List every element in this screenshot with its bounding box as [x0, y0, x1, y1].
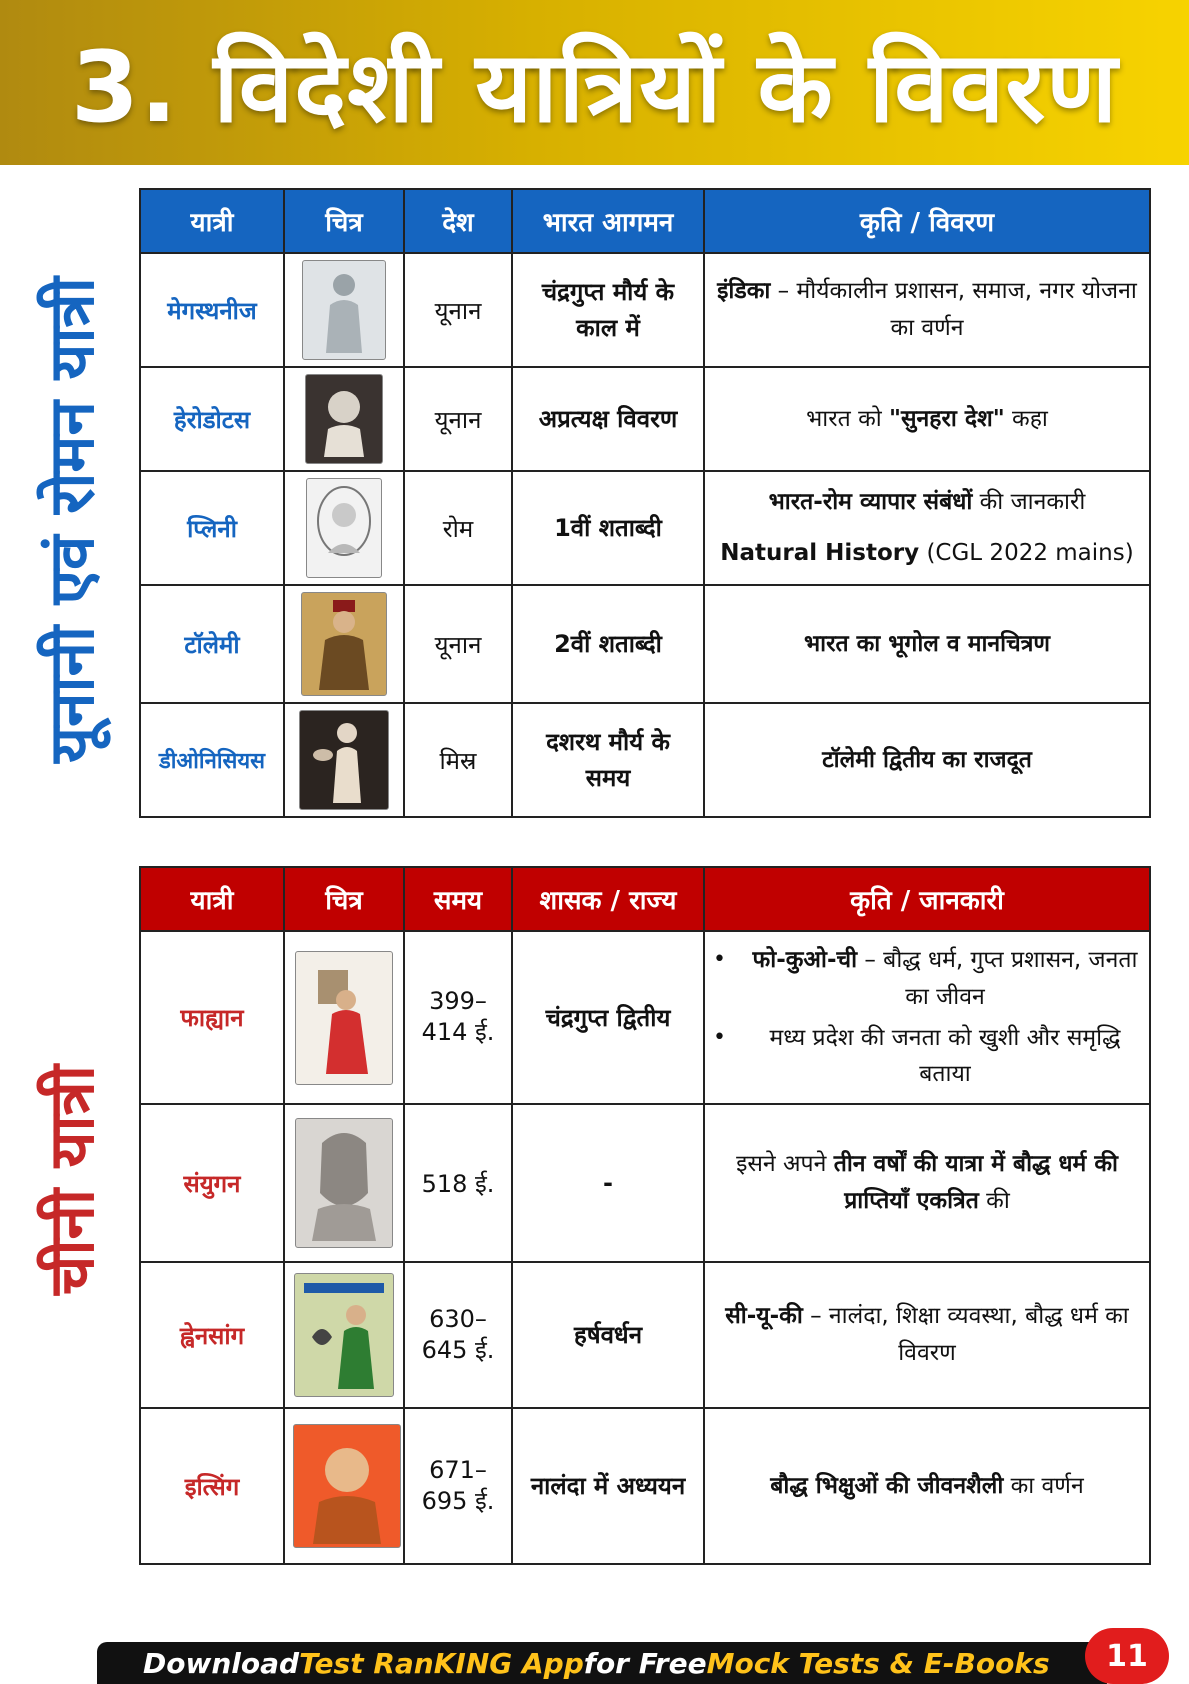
- engraving-portrait-image: [306, 478, 382, 578]
- work-detail: – नालंदा, शिक्षा व्यवस्था, बौद्ध धर्म का विवरण: [802, 1303, 1129, 1367]
- desc-prefix: इसने अपने: [736, 1151, 834, 1178]
- description-bullets: [713, 942, 1141, 1093]
- desc-highlight: "सुनहरा देश": [889, 405, 1005, 432]
- header-work: कृति / विवरण: [704, 189, 1150, 253]
- header-ruler: शासक / राज्य: [512, 867, 704, 931]
- page-number-badge: 11: [1085, 1628, 1169, 1684]
- arrival: 2वीं शताब्दी: [512, 585, 704, 703]
- chinese-side-label-text: चीनी यात्री: [35, 1065, 108, 1295]
- work-title: फो-कुओ-ची: [752, 947, 858, 973]
- page-title: 3. विदेशी यात्रियों के विवरण: [70, 30, 1119, 145]
- country: मिस्र: [404, 703, 512, 817]
- desc-line-1: [713, 484, 1141, 521]
- description: [704, 471, 1150, 585]
- traveller-name: डीओनिसियस: [140, 703, 284, 817]
- picture-cell: [284, 1408, 404, 1564]
- description: [704, 703, 1150, 817]
- table-row: [140, 367, 1150, 471]
- description: [704, 1104, 1150, 1262]
- table-row: [140, 471, 1150, 585]
- book-title: Natural History: [720, 540, 920, 566]
- table-row: [140, 1104, 1150, 1262]
- title-banner: [0, 0, 1189, 165]
- table-header-row: [140, 867, 1150, 931]
- table-row: [140, 931, 1150, 1104]
- ruler: हर्षवर्धन: [512, 1262, 704, 1408]
- header-country: देश: [404, 189, 512, 253]
- desc-highlight: भारत-रोम व्यापार संबंधों: [768, 489, 973, 516]
- desc-prefix: भारत को: [806, 405, 889, 432]
- work-title: सी-यू-की: [725, 1303, 803, 1330]
- header-arrival: भारत आगमन: [512, 189, 704, 253]
- greek-roman-side-label-text: यूनानी एवं रोमन यात्री: [35, 277, 108, 763]
- table-row: [140, 253, 1150, 367]
- work-title: इंडिका: [717, 278, 771, 305]
- greek-roman-travellers-table: [139, 188, 1151, 818]
- time-period: 630–645 ई.: [404, 1262, 512, 1408]
- picture-cell: [284, 1104, 404, 1262]
- traveller-name: प्लिनी: [140, 471, 284, 585]
- header-traveller: यात्री: [140, 189, 284, 253]
- desc-suffix: की: [978, 1188, 1010, 1215]
- footer-offer: Mock Tests & E-Books: [706, 1646, 1050, 1680]
- traveller-name: मेगस्थनीज: [140, 253, 284, 367]
- time-period: 671–695 ई.: [404, 1408, 512, 1564]
- arrival: 1वीं शताब्दी: [512, 471, 704, 585]
- footer-app-name: Test RanKING App: [299, 1646, 584, 1680]
- footer-text-2: for Free: [583, 1646, 707, 1680]
- header-picture: चित्र: [284, 189, 404, 253]
- arrival: दशरथ मौर्य के समय: [512, 703, 704, 817]
- sculpture-portrait-image: [299, 710, 389, 810]
- header-time: समय: [404, 867, 512, 931]
- ruler: नालंदा में अध्ययन: [512, 1408, 704, 1564]
- traveller-name: फाह्यान: [140, 931, 284, 1104]
- painting-portrait-image: [301, 592, 387, 696]
- desc-highlight: भारत का भूगोल व मानचित्रण: [803, 630, 1051, 657]
- desc-suffix: का वर्णन: [1003, 1472, 1084, 1499]
- picture-cell: [284, 471, 404, 585]
- description: [704, 931, 1150, 1104]
- picture-cell: [284, 703, 404, 817]
- illustrated-portrait-image: [295, 951, 393, 1085]
- work-detail: – मौर्यकालीन प्रशासन, समाज, नगर योजना का वर्णन: [770, 278, 1137, 341]
- time-period: 518 ई.: [404, 1104, 512, 1262]
- picture-cell: [284, 367, 404, 471]
- header-work: कृति / जानकारी: [704, 867, 1150, 931]
- traveller-name: संयुगन: [140, 1104, 284, 1262]
- header-traveller: यात्री: [140, 867, 284, 931]
- traveller-name: टॉलेमी: [140, 585, 284, 703]
- desc-highlight: बौद्ध भिक्षुओं की जीवनशैली: [770, 1472, 1004, 1499]
- desc-suffix: कहा: [1004, 405, 1048, 432]
- bullet-item: • मध्य प्रदेश की जनता को खुशी और समृद्धि बताया: [713, 1020, 1141, 1094]
- statue-portrait-image: [302, 260, 386, 360]
- description: [704, 1262, 1150, 1408]
- country: रोम: [404, 471, 512, 585]
- desc-suffix: की जानकारी: [972, 489, 1086, 516]
- footer-banner: [97, 1642, 1107, 1684]
- country: यूनान: [404, 253, 512, 367]
- bullet-item: [713, 942, 1141, 1016]
- country: यूनान: [404, 367, 512, 471]
- desc-line-2: [713, 535, 1141, 572]
- picture-cell: [284, 931, 404, 1104]
- table-row: [140, 1408, 1150, 1564]
- table-row: [140, 1262, 1150, 1408]
- arrival: चंद्रगुप्त मौर्य के काल में: [512, 253, 704, 367]
- sculpture-portrait-image: [295, 1118, 393, 1248]
- chinese-travellers-table: [139, 866, 1151, 1565]
- painted-portrait-image: [293, 1424, 401, 1548]
- header-picture: चित्र: [284, 867, 404, 931]
- table-header-row: [140, 189, 1150, 253]
- description: [704, 1408, 1150, 1564]
- description: [704, 253, 1150, 367]
- time-period: 399–414 ई.: [404, 931, 512, 1104]
- picture-cell: [284, 1262, 404, 1408]
- table-row: [140, 585, 1150, 703]
- arrival: अप्रत्यक्ष विवरण: [512, 367, 704, 471]
- traveller-name: इत्सिंग: [140, 1408, 284, 1564]
- description: [704, 585, 1150, 703]
- table-row: [140, 703, 1150, 817]
- footer-text-1: Download: [143, 1646, 300, 1680]
- desc-highlight: टॉलेमी द्वितीय का राजदूत: [822, 746, 1032, 773]
- ruler: चंद्रगुप्त द्वितीय: [512, 931, 704, 1104]
- bust-portrait-image: [305, 374, 383, 464]
- work-detail: – बौद्ध धर्म, गुप्त प्रशासन, जनता का जीवन: [857, 947, 1138, 1010]
- traveller-name: ह्वेनसांग: [140, 1262, 284, 1408]
- traveller-name: हेरोडोटस: [140, 367, 284, 471]
- book-note: (CGL 2022 mains): [919, 540, 1134, 566]
- country: यूनान: [404, 585, 512, 703]
- ruler: -: [512, 1104, 704, 1262]
- desc-highlight: तीन वर्षों की यात्रा में बौद्ध धर्म की प्राप्तियाँ एकत्रित: [833, 1151, 1118, 1215]
- description: [704, 367, 1150, 471]
- picture-cell: [284, 585, 404, 703]
- book-cover-portrait-image: [294, 1273, 394, 1397]
- picture-cell: [284, 253, 404, 367]
